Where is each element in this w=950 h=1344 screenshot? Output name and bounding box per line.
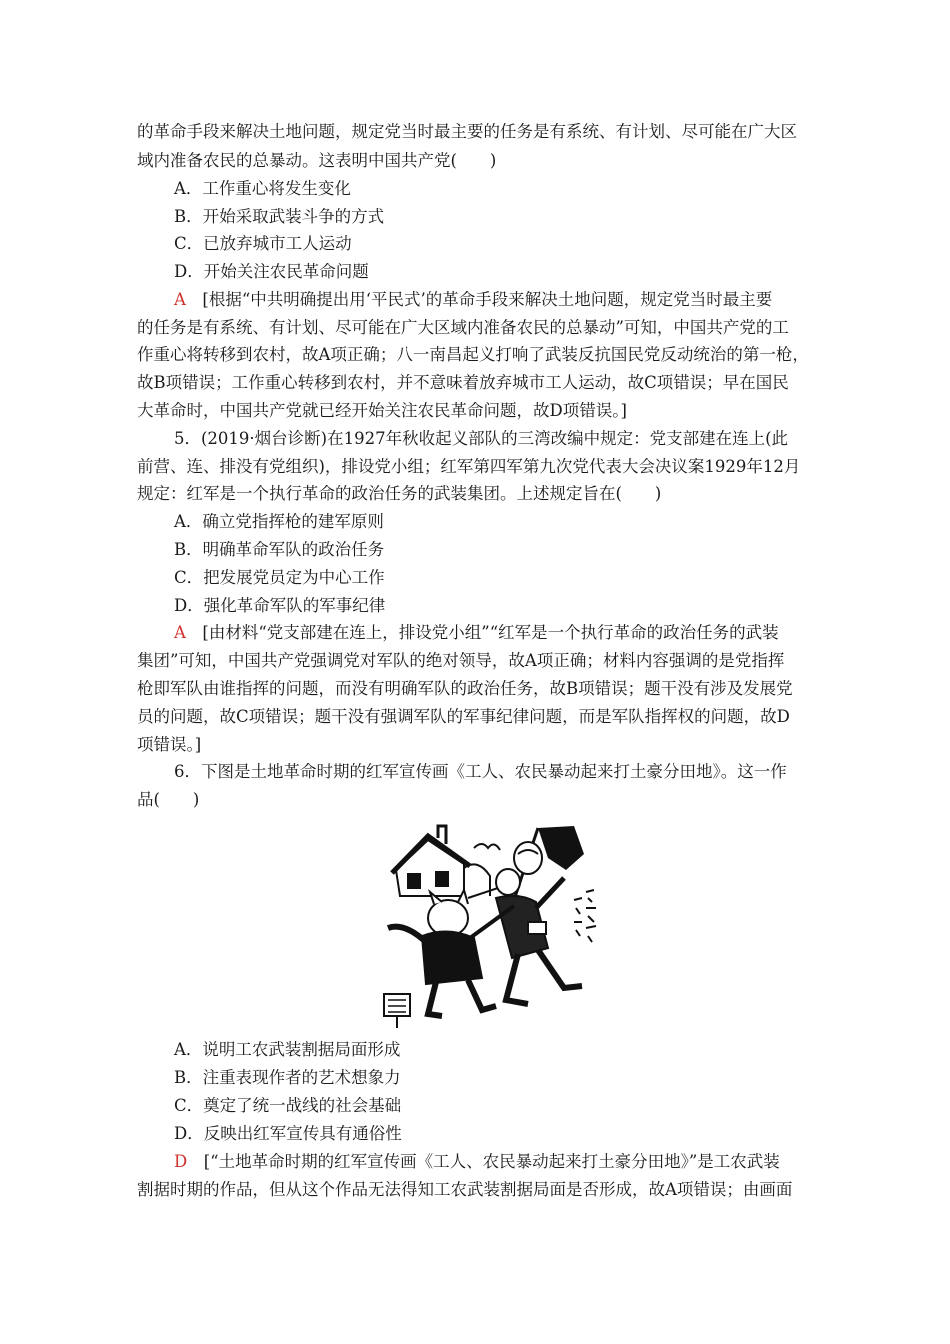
q5-stem-line-3: 规定：红军是一个执行革命的政治任务的武装集团。上述规定旨在( )	[137, 484, 662, 503]
q5-stem-line-2: 前营、连、排没有党组织)，排设党小组；红军第四军第九次党代表大会决议案1929年12月	[137, 457, 801, 476]
q4-explanation-line-4: 故B项错误；工作重心转移到农村，并不意味着放弃城市工人运动，故C项错误；早在国民	[137, 373, 789, 392]
q5-explanation-line-1: [由材料“党支部建在连上，排设党小组”“红军是一个执行革命的政治任务的武装	[202, 623, 779, 642]
q4-explanation-line-3: 作重心将转移到农村，故A项正确；八一南昌起义打响了武装反抗国民党反动统治的第一枪，	[137, 345, 809, 364]
q5-explanation-line-2: 集团”可知，中国共产党强调党对军队的绝对领导，故A项正确；材料内容强调的是党指挥	[137, 651, 785, 670]
q5-option-a: A．确立党指挥枪的建军原则	[174, 512, 384, 531]
q5-option-d: D．强化革命军队的军事纪律	[174, 596, 386, 615]
q6-option-a: A．说明工农武装割据局面形成	[174, 1040, 401, 1059]
q4-answer-letter: A	[174, 290, 186, 309]
q5-option-c: C．把发展党员定为中心工作	[174, 568, 385, 587]
q4-stem-line-1: 的革命手段来解决土地问题，规定党当时最主要的任务是有系统、有计划、尽可能在广大区	[137, 122, 797, 141]
q5-stem-line-1: 5．(2019·烟台诊断)在1927年秋收起义部队的三湾改编中规定：党支部建在连上(此	[174, 429, 789, 448]
flag-drawing	[538, 826, 584, 870]
q4-option-a: A．工作重心将发生变化	[174, 179, 351, 198]
q6-option-c: C．奠定了统一战线的社会基础	[174, 1096, 402, 1115]
q5-answer-letter: A	[174, 623, 186, 642]
propaganda-illustration	[378, 818, 608, 1030]
q5-explanation-line-3: 枪即军队由谁指挥的问题，而没有明确军队的政治任务，故B项错误；题干没有涉及发展党	[137, 679, 793, 698]
house-drawing	[392, 826, 500, 898]
q5-option-b: B．明确革命军队的政治任务	[174, 540, 385, 559]
q6-option-d: D．反映出红军宣传具有通俗性	[174, 1124, 402, 1143]
q6-explanation-line-2: 割据时期的作品，但从这个作品无法得知工农武装割据局面是否形成，故A项错误；由画面	[137, 1180, 793, 1199]
q6-option-b: B．注重表现作者的艺术想象力	[174, 1068, 401, 1087]
q6-stem-line-2: 品( )	[137, 790, 200, 809]
q6-answer-letter: D	[174, 1152, 188, 1171]
q6-answer-line	[174, 1151, 780, 1173]
q5-explanation-line-5: 项错误。]	[137, 735, 202, 754]
q4-explanation-line-1: [根据“中共明确提出用‘平民式’的革命手段来解决土地问题，规定党当时最主要	[202, 290, 773, 309]
q5-answer-line	[174, 622, 779, 644]
q4-explanation-line-5: 大革命时，中国共产党就已经开始关注农民革命问题，故D项错误。]	[137, 401, 627, 420]
q4-option-b: B．开始采取武装斗争的方式	[174, 207, 385, 226]
q4-option-c: C．已放弃城市工人运动	[174, 234, 352, 253]
q4-stem-line-2: 域内准备农民的总暴动。这表明中国共产党( )	[137, 151, 497, 170]
q4-answer-line	[174, 289, 772, 311]
q5-explanation-line-4: 员的问题，故C项错误；题干没有强调军队的军事纪律问题，而是军队指挥权的问题，故D	[137, 707, 790, 726]
sign-board	[384, 994, 410, 1028]
q6-explanation-line-1: [“土地革命时期的红军宣传画《工人、农民暴动起来打土豪分田地》”是工农武装	[203, 1152, 780, 1171]
q4-explanation-line-2: 的任务是有系统、有计划、尽可能在广大区域内准备农民的总暴动”可知，中国共产党的工	[137, 318, 789, 337]
calligraphy-marks	[574, 890, 596, 942]
q4-option-d: D．开始关注农民革命问题	[174, 262, 369, 281]
q6-stem-line-1: 6．下图是土地革命时期的红军宣传画《工人、农民暴动起来打土豪分田地》。这一作	[174, 762, 787, 781]
